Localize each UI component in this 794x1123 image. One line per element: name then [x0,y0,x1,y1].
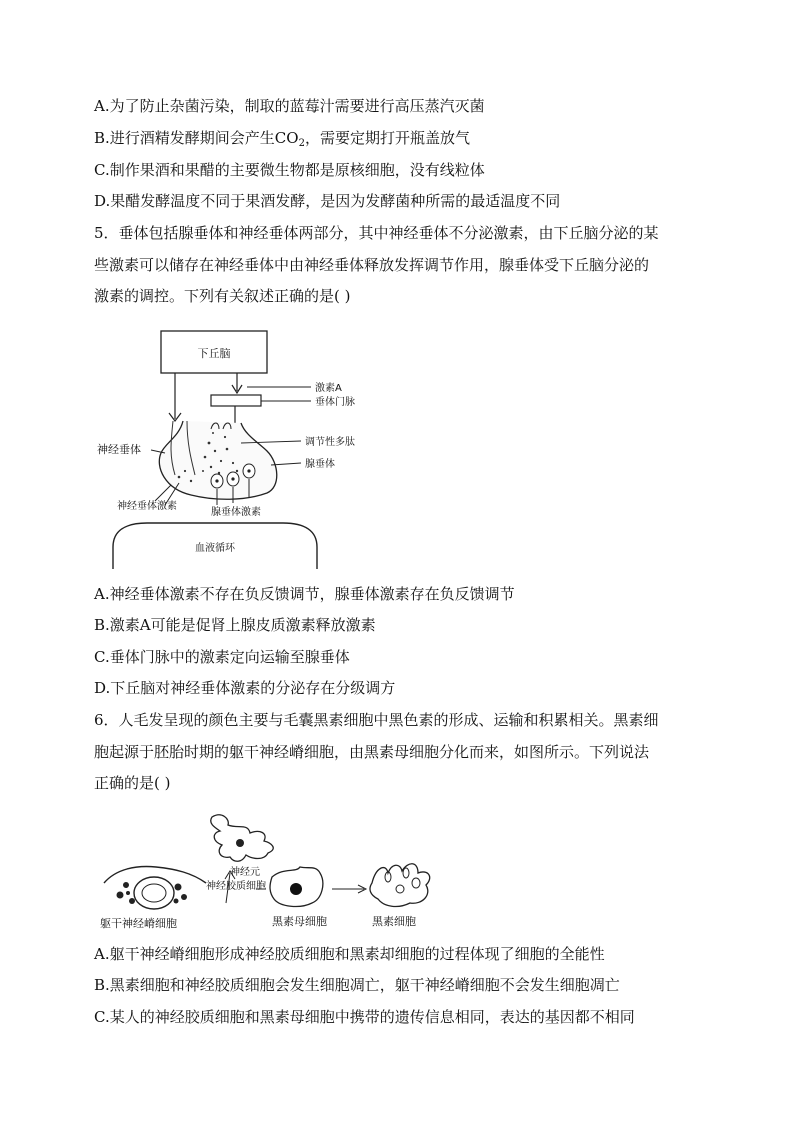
q5-option-d: D.下丘脑对神经垂体激素的分泌存在分级调方 [94,679,396,697]
adeno-hormone-label: 腺垂体激素 [211,507,261,518]
neurohypophysis-label: 神经垂体 [97,443,141,456]
hormone-a-label: 激素A [315,383,342,394]
melanocyte-diagram [96,803,446,935]
melanoblast-label: 黑素母细胞 [272,915,327,928]
q5-option-c: C.垂体门脉中的激素定向运输至腺垂体 [94,648,350,666]
neuro-hormone-label: 神经垂体激素 [117,501,177,512]
q4-option-a: A.为了防止杂菌污染，制取的蓝莓汁需要进行高压蒸汽灭菌 [94,97,485,115]
q5-stem-line3: 激素的调控。下列有关叙述正确的是( ) [94,287,351,305]
q6-option-b: B.黑素细胞和神经胶质细胞会发生细胞凋亡，躯干神经嵴细胞不会发生细胞凋亡 [94,976,620,994]
hormone-a-arrow [232,373,242,393]
crest-cell [134,877,174,909]
hypothalamus-label: 下丘脑 [197,347,231,360]
q6-option-a: A.躯干神经嵴细胞形成神经胶质细胞和黑素却细胞的过程体现了细胞的全能性 [94,945,605,963]
crest-label: 躯干神经嵴细胞 [100,917,177,930]
q4-option-d: D.果醋发酵温度不同于果酒发酵，是因为发酵菌种所需的最适温度不同 [94,192,561,210]
portal-vein-box [211,395,261,406]
portal-vein-label: 垂体门脉 [315,397,355,408]
q6-stem-line3: 正确的是( ) [94,774,171,792]
pituitary-diagram [95,325,415,573]
blood-label: 血液循环 [195,543,235,554]
neuron-label: 神经元 [230,867,260,878]
q4-option-b-sub: 2 [298,138,305,149]
left-arrow-down [169,373,181,421]
q5-stem-line1: 5．垂体包括腺垂体和神经垂体两部分，其中神经垂体不分泌激素，由下丘脑分泌的某 [94,224,659,242]
q4-option-b-pre: B.进行酒精发酵期间会产生CO [94,129,299,147]
q6-stem-line2: 胞起源于胚胎时期的躯干神经嵴细胞，由黑素母细胞分化而来，如图所示。下列说法 [94,743,650,761]
q4-option-b-post: ，需要定期打开瓶盖放气 [304,129,470,147]
q6-stem-line1: 6．人毛发呈现的颜色主要与毛囊黑素细胞中黑色素的形成、运输和积累相关。黑素细 [94,711,659,729]
q4-option-b [94,128,470,154]
q4-option-c: C.制作果酒和果醋的主要微生物都是原核细胞，没有线粒体 [94,161,485,179]
glial-label: 神经胶质细胞 [206,881,266,892]
regulatory-peptide-label: 调节性多肽 [305,437,355,448]
adenohypophysis-label: 腺垂体 [305,459,335,470]
melanocyte-label: 黑素细胞 [372,915,416,928]
neuron-cell [211,815,274,861]
q6-option-c: C.某人的神经胶质细胞和黑素母细胞中携带的遗传信息相同，表达的基因都不相同 [94,1008,635,1026]
q5-stem-line2: 些激素可以储存在神经垂体中由神经垂体释放发挥调节作用，腺垂体受下丘脑分泌的 [94,256,650,274]
q5-option-a: A.神经垂体激素不存在负反馈调节，腺垂体激素存在负反馈调节 [94,585,515,603]
q5-option-b: B.激素A可能是促肾上腺皮质激素释放激素 [94,616,376,634]
